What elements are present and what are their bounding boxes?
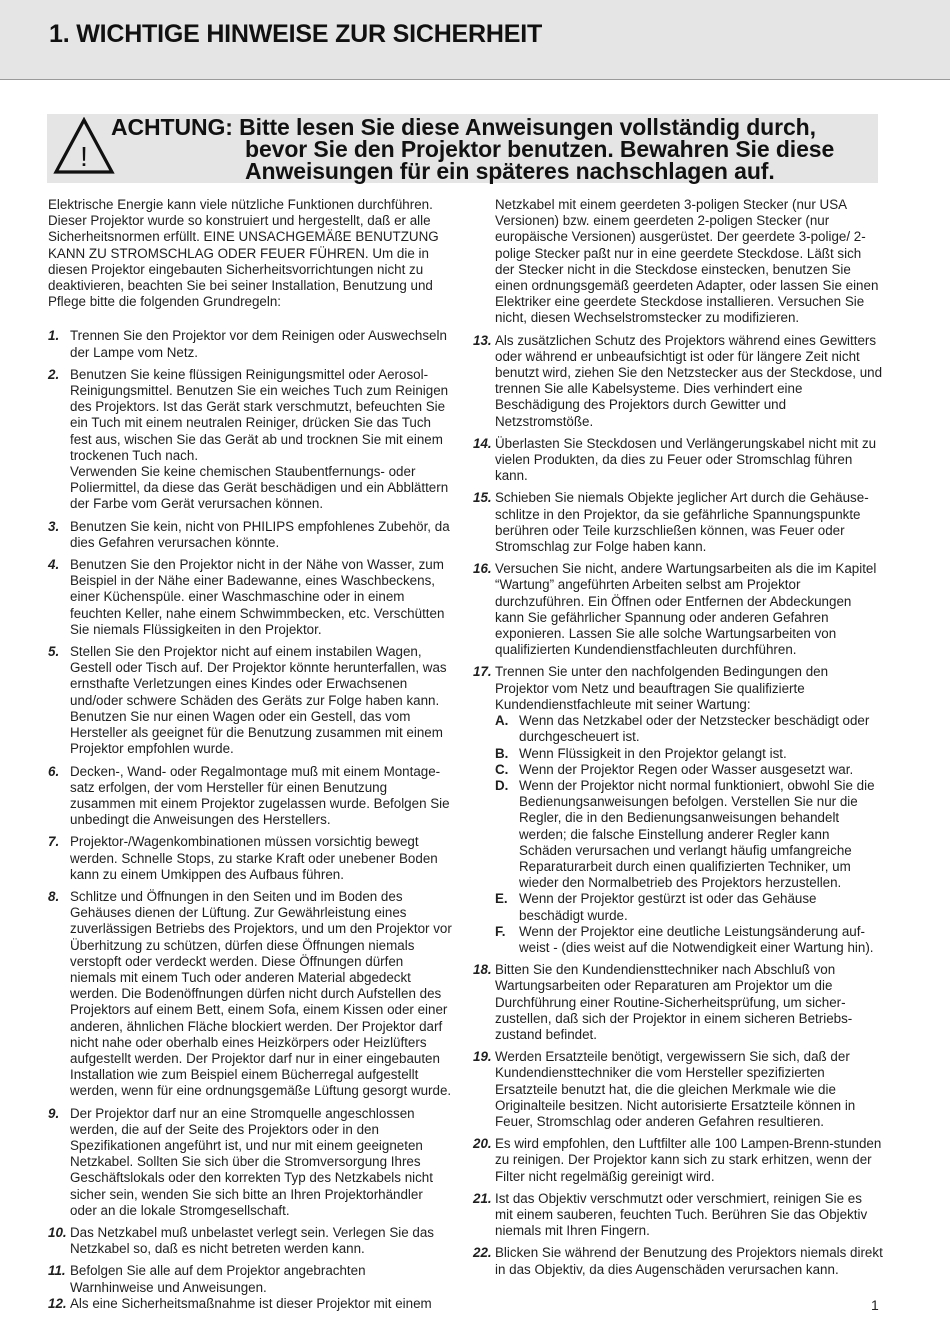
list-item: [473, 962, 883, 1043]
warning-triangle-icon: [53, 117, 115, 175]
sub-letter: E.: [495, 891, 508, 907]
svg-text:!: !: [80, 141, 88, 172]
item-text: Das Netzkabel muß unbelastet verlegt sein. Verlegen Sie das Netzkabel so, daß es nicht betreten werden kann.: [70, 1224, 434, 1257]
item-number: 10.: [48, 1224, 67, 1240]
list-item: [48, 1106, 452, 1219]
right-column: [473, 197, 883, 1284]
item-number: 21.: [473, 1190, 492, 1206]
item-text: Decken-, Wand- oder Regalmontage muß mit einem Montage-satz erfolgen, der vom Hersteller für einen Benutzung zusammen mit einem Projektor zugelassen wurde. Befolgen Sie unbedingt die Anweisungen des Herstellers.: [70, 763, 450, 828]
warning-line-3: Anweisungen für ein späteres nachschlagen auf.: [245, 158, 775, 184]
item-number: 11.: [48, 1263, 66, 1279]
item-number: 8.: [48, 888, 60, 904]
item-number: 13.: [473, 332, 492, 348]
list-item: [48, 1263, 452, 1295]
sub-text: Wenn der Projektor Regen oder Wasser ausgesetzt war.: [519, 761, 854, 777]
warning-line-1: ACHTUNG: Bitte lesen Sie diese Anweisungen vollständig durch,: [111, 114, 816, 140]
item-text: Es wird empfohlen, den Luftfilter alle 100 Lampen-Brenn-stunden zu reinigen. Der Projektor kann sich zu stark erhitzen, wenn der Filter nicht regelmäßig gereinigt wird.: [495, 1136, 882, 1184]
item-text: Als eine Sicherheitsmaßnahme ist dieser Projektor mit einem: [70, 1295, 432, 1311]
sub-letter: C.: [495, 761, 509, 777]
warning-line-2: bevor Sie den Projektor benutzen. Bewahren Sie diese: [245, 136, 835, 162]
list-item: [48, 519, 452, 551]
item-text: Trennen Sie unter den nachfolgenden Bedingungen den Projektor vom Netz und beauftragen Sie qualifizierte Kundendienstfachleute mit seiner Wartung:: [495, 664, 829, 712]
item-text: Werden Ersatzteile benötigt, vergewissern Sie sich, daß der Kundendiensttechniker die vom Hersteller spezifizierten Ersatzteile benutzt hat, die die gleichen Merkmale wie die Originalteile besitzen. Nicht autorisierte Ersatzteile können in Feuer, Stromschlag oder anderen Gefahren resultieren.: [495, 1049, 856, 1129]
page-title: 1. WICHTIGE HINWEISE ZUR SICHERHEIT: [49, 20, 543, 48]
item-number: 16.: [473, 561, 492, 577]
warning-box: [47, 114, 878, 183]
item-text: Überlasten Sie Steckdosen und Verlängerungskabel nicht mit zu vielen Produkten, da dies zu Feuer oder Stromschlag führen kann.: [495, 435, 877, 484]
sub-text: Wenn der Projektor nicht normal funktioniert, obwohl Sie die Bedienungsanweisungen befolgen. Verstellen Sie nur die Regler, die in den Bedienungsanweisungen behandelt werden; die falsche Einstellung anderer Regler kann Schäden verursachen und verlangt häufig umfangreiche Reparaturarbeit durch einen qualifizierten Techniker, um wieder den Normalbetrieb des Projektors herzustellen.: [519, 777, 875, 891]
intro-paragraph: Elektrische Energie kann viele nützliche Funktionen durchführen. Dieser Projektor wurde so konstruiert und hergestellt, daß er alle Sicherheitsnormen erfüllt. EINE UNSACHGEMÄßE BENUTZUNG KANN ZU STROMSCHLAG ODER FEUER FÜHREN. Um die in diesen Projektor eingebauten Sicherheitsvorrichtungen nicht zu deaktivieren, beachten Sie bei seiner Installation, Benutzung und Pflege bitte die folgenden Grundregeln:: [48, 197, 439, 310]
item-text: Benutzen Sie den Projektor nicht in der Nähe von Wasser, zum Beispiel in der Nähe einer Badewanne, eines Waschbeckens, einer Küchenspüle. einer Waschmaschine oder in einem feuchten Keller, nahe einem Schwimmbecken, etc. Verschütten Sie niemals Flüssigkeiten in den Projektor.: [70, 557, 445, 637]
sub-text: Wenn der Projektor gestürzt ist oder das Gehäuse beschädigt wurde.: [519, 891, 817, 923]
sub-text: Wenn der Projektor eine deutliche Leistungsänderung auf-weist - (dies weist auf die Notwendigkeit einer Wartung hin).: [519, 923, 874, 955]
sub-letter: A.: [495, 713, 509, 729]
list-item: [473, 490, 883, 555]
item-number: 22.: [473, 1245, 492, 1261]
item-text: Benutzen Sie kein, nicht von PHILIPS empfohlenes Zubehör, da dies Gefahren verursachen könnte.: [70, 518, 450, 550]
sub-text: Wenn Flüssigkeit in den Projektor gelangt ist.: [519, 745, 787, 761]
item-text: Schieben Sie niemals Objekte jeglicher Art durch die Gehäuse-schlitze in den Projektor, da sie gefährliche Spannungspunkte berühren oder Teile kurzschließen können, was Feuer oder Stromschlag zur Folge haben kann.: [495, 490, 869, 555]
item-text: Verwenden Sie keine chemischen Staubentfernungs- oder Poliermittel, da diese das Gerät beschädigen und ein Abblättern der Farbe vom Gerät verursachen können.: [70, 464, 449, 512]
item-number: 6.: [48, 763, 60, 779]
header-band: [0, 0, 950, 80]
item-number: 17.: [473, 664, 492, 680]
list-item: [473, 1245, 883, 1277]
item-text: Ist das Objektiv verschmutzt oder verschmiert, reinigen Sie es mit einem sauberen, feuchten Tuch. Berühren Sie das Objektiv niemals mit Ihren Fingern.: [495, 1190, 868, 1239]
item-number: 12.: [48, 1295, 67, 1311]
list-item: [48, 764, 452, 829]
item-text: Bitten Sie den Kundendiensttechniker nach Abschluß von Wartungsarbeiten oder Reparaturen am Projektor um die Durchführung einer Routine-Sicherheitsprüfung, um sicher-zustellen, daß sich der Projektor in einem sicheren Betriebs-zustand befindet.: [495, 962, 853, 1042]
sub-letter: B.: [495, 745, 509, 761]
item-number: 18.: [473, 962, 492, 978]
item-text: Versuchen Sie nicht, andere Wartungsarbeiten als die im Kapitel “Wartung” angeführten Arbeiten selbst am Projektor durchzuführen. Ein Öffnen oder Entfernen der Abdeckungen kann Sie gefährlicher Spannung oder anderen Gefahren exponieren. Lassen Sie alle solche Wartungsarbeiten von qualifizierten Kundendienstfachleuten durchführen.: [495, 561, 877, 658]
list-item: [48, 834, 452, 883]
list-item: [48, 328, 452, 360]
list-item: [48, 367, 452, 513]
item-number: 2.: [48, 366, 60, 382]
list-item: [473, 1136, 883, 1185]
list-item: [473, 1049, 883, 1130]
item-text: Schlitze und Öffnungen in den Seiten und im Boden des Gehäuses dienen der Lüftung. Zur Gewährleistung eines zuverlässigen Betriebs des Projektors, und um den Projektor vor Überhitzung zu schützen, dürfen diese Öffnungen niemals verstopft oder verdeckt werden. Diese Öffnungen dürfen niemals mit einem Tuch oder anderen Material abgedeckt werden. Die Bodenöffnungen dürfen nicht durch Aufstellen des Projektors auf einem Bett, einem Sofa, einem Kissen oder einer anderen, ähnlichen Fläche blockiert werden. Der Projektor darf nicht nahe oder oberhalb eines Heizkörpers oder Heizlüfters aufgestellt werden. Der Projektor darf nur in einer eingebauten Installation wie zum Beispiel einem Bücherregal aufgestellt werden, wenn für eine ordnungsgemäße Lüftung gesorgt wurde.: [70, 888, 452, 1099]
item-text: Stellen Sie den Projektor nicht auf einem instabilen Wagen, Gestell oder Tisch auf. Der Projektor könnte herunterfallen, was ernsthafte Verletzungen eines Kindes oder Erwachsenen und/oder schwere Schäden des Geräts zur Folge haben kann. Benutzen Sie nur einen Wagen oder ein Gestell, das vom Hersteller als geeignet für die Benutzung zusammen mit einem Projektor empfohlen wurde.: [70, 644, 447, 757]
item-number: 19.: [473, 1049, 492, 1065]
item-number: 20.: [473, 1136, 492, 1152]
item-number: 3.: [48, 518, 60, 534]
sub-item: [495, 713, 883, 745]
item-text: Der Projektor darf nur an eine Stromquelle angeschlossen werden, die auf der Seite des Projektors oder in den Spezifikationen angeführt ist, und nur mit einem geeigneten Netzkabel. Sollten Sie sich über die Stromversorgung Ihres Geschäftslokals oder den korrekten Typ des Netzkabels nicht sicher sein, wenden Sie sich bitte an Ihren Projektorhändler oder an die lokale Stromgesellschaft.: [70, 1105, 433, 1218]
item-number: 9.: [48, 1105, 60, 1121]
item-text: Als zusätzlichen Schutz des Projektors während eines Gewitters oder während er unbeaufsichtigt ist oder für längere Zeit nicht benutzt wird, ziehen Sie den Netzstecker aus der Steckdose, und trennen Sie alle Kabelsysteme. Dies verhindert eine Beschädigung des Projektors durch Gewitter und Netzstromstöße.: [495, 332, 883, 429]
item-text: Befolgen Sie alle auf dem Projektor angebrachten Warnhinweise und Anweisungen.: [70, 1263, 366, 1295]
list-item: [48, 1225, 452, 1257]
list-item: [473, 561, 883, 658]
left-column: [48, 197, 452, 1318]
sub-letter: F.: [495, 923, 506, 939]
list-item: [48, 644, 452, 757]
sub-item: [495, 891, 883, 923]
list-item: [48, 1296, 452, 1312]
item-text: Blicken Sie während der Benutzung des Projektors niemals direkt in das Objektiv, da dies Augenschäden verursachen kann.: [495, 1245, 883, 1277]
item-number: 1.: [48, 328, 60, 344]
item-number: 14.: [473, 435, 492, 451]
list-item: [48, 889, 452, 1100]
item-number: 5.: [48, 644, 60, 660]
sub-item: [495, 924, 883, 956]
item-number: 4.: [48, 557, 60, 573]
sub-letter: D.: [495, 777, 509, 793]
sub-text: Wenn das Netzkabel oder der Netzstecker beschädigt oder durchgescheuert ist.: [519, 713, 870, 745]
sub-item: [495, 746, 883, 762]
item-number: 7.: [48, 834, 60, 850]
list-item: [473, 664, 883, 956]
list-item: [473, 333, 883, 430]
item-12-continued: Netzkabel mit einem geerdeten 3-poligen Stecker (nur USA Versionen) bzw. einem geerdeten 2-poligen Stecker (nur europäische Versionen) ausgerüstet. Der geerdete 3-polige/ 2-polige Stecker paßt nur in eine geerdete Steckdose. Läßt sich der Stecker nicht in die Steckdose einstecken, benutzen Sie einen ordnungsgemäß geerdeten Adapter, oder lassen Sie einen Elektriker eine geerdete Steckdose installieren. Versuchen Sie nicht, diesen Wechselstromstecker zu modifizieren.: [495, 197, 879, 326]
item-text: Projektor-/Wagenkombinationen müssen vorsichtig bewegt werden. Schnelle Stops, zu starke Kraft oder unebener Boden kann zu einem Umkippen des Aufbaus führen.: [70, 834, 438, 882]
list-item: [473, 1191, 883, 1240]
list-item: [48, 557, 452, 638]
sub-item: [495, 762, 883, 778]
item-text: Benutzen Sie keine flüssigen Reinigungsmittel oder Aerosol-Reinigungsmittel. Benutzen Sie ein weiches Tuch zum Reinigen des Projektors. Ist das Gerät stark verschmutzt, befeuchten Sie ein Tuch mit einem neutralen Reiniger, drücken Sie das Tuch fest aus, wischen Sie das Gerät ab und trocknen Sie mit einem trockenen Tuch nach.: [70, 366, 449, 463]
sub-item: [495, 778, 883, 891]
item-text: Trennen Sie den Projektor vor dem Reinigen oder Auswechseln der Lampe vom Netz.: [70, 328, 447, 360]
list-item: [473, 436, 883, 485]
item-number: 15.: [473, 490, 492, 506]
page-number: 1: [871, 1297, 879, 1313]
